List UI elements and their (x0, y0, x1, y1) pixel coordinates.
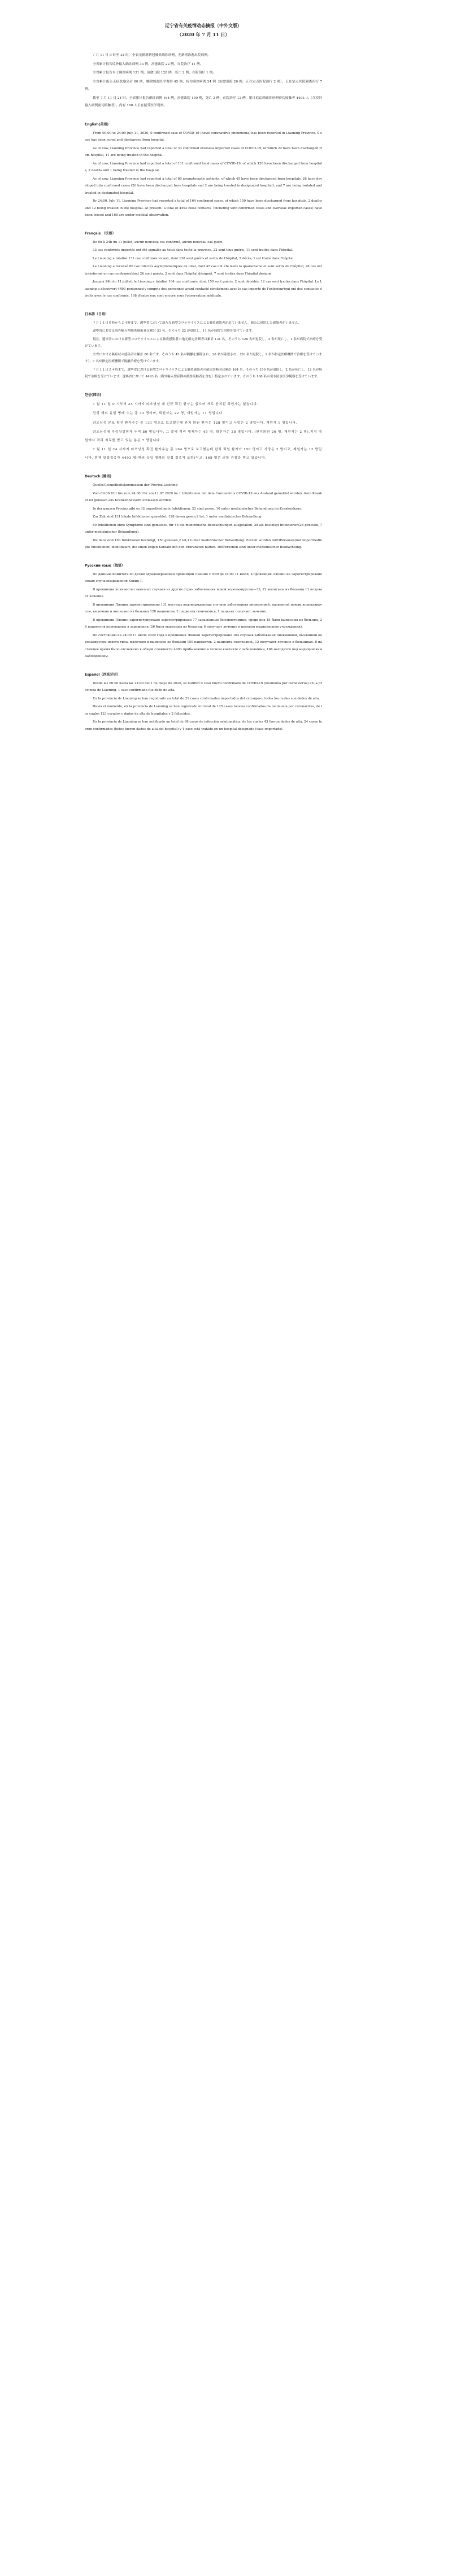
paragraph: Le Liaoning a recensé 80 cas infectés asymptomatiques au total, dont 45 cas ont été levés la quarantaine et sont sortis de l'hôpital, 28 cas ont transformé en cas confirmés(dont 26 sont guéris, 2 sont dans l'hôpital désigné), 7 sont traités dans l'hôpital désigné. (85, 265, 322, 276)
paragraph: As of now, Liaoning Province had reported a total of 33 confirmed overseas imported cases of COVID-19, of which 22 have been discharged from hospital, 11 are being treated in the hospital. (85, 146, 322, 157)
paragraph: In der ganzen Provinz gibt es 32 importbedingte Infektionen, 22 sind gesen, 10 unter medizinischer Behandlung im Krankenhaus. (93, 507, 302, 511)
paragraph: В провинции количество завозных случаев из других стран заболевания новой коронавирусом—33, 22 выписаны из больниц 11 получает лечение. (85, 588, 322, 598)
paragraph: ７月１１日２４時まで，遼寧省における新型コロナウイルスによる肺炎感染者の確定診断者は累計 164 名，そのうち 150 名が退院し，2 名が死亡し，12 名が病院で治療を受けています。遼寧省において 4493 名（海外輸入型症例の濃厚接触者を含む）特定されています。そのうち 168 名が引き続き医学観察を受けています。 (85, 368, 322, 378)
document-date: （2020 年 7 月 11 日） (177, 32, 230, 37)
section-heading: Deutsch (德语) (85, 475, 112, 478)
paragraph: 랴오닝성에 무증상감염자 누적 80 명입니다. 그 중에 격리 해제자는 45 명, 확진자는 28 명입니다. (완치퇴원 26 명, 재원자는 2 명),지정 병원에서 격리 치료를 받고 있는 분은 7 명입니다. (85, 430, 322, 442)
paragraph: 截至 7 月 11 日 24 时，全省累计报告确诊病例 164 例，治愈出院 150 例，死亡 2 例，在院治疗 12 例，累计追踪到确诊病例密切接触者 4493 人（含境外输入病例密切接触者），尚有 168 人正在接受医学观察。 (85, 96, 322, 107)
section-japanese (85, 311, 322, 381)
section-heading: Русский язык（俄语） (85, 563, 125, 568)
section-heading: English(英语) (85, 122, 109, 127)
paragraph: Bis dato sind 163 Infektionen bestätigt, 150 genesen,2 tot,11unter medizinischer Behandlung. Zurzeit wurden 4493Personen(mit importbedingte Infektionen) identifiziert, die einen engen Kontakt mit den Erkrankten hatten. 168Personen sind unter medizinischer Beobachtung. (85, 538, 322, 549)
paragraph: 33 cas confirmés importés ont été signalés au total dans toute la province, 22 sont tous guéris, 11 sont traités dans l'hôpital. (93, 249, 293, 252)
paragraph: 7 월 11 일 0 시부터 24 시까지 랴오닝성 내 신규 확진 환자는 없으며 새로 완치된 퇴원자는 없습니다. (93, 402, 258, 406)
paragraph: По состоянию на 24:00 11 июля 2020 года в провинции Ляонин зарегистрировано 164 случаев заболевания пневмонией, вызванной коронавирусом нового типа, вылечено и выписано из больниц 150 пациентов, 2 пациента скончались, 12 получают лечение в больницах. В настоящее время было отслежено в общей сложности 4493 прибывавших в тесном контакте с заболевшими, 168 находятся под медицинским наблюдением. (85, 633, 322, 658)
paragraph: En la provincia de Liaoning se han notificado un total de 68 casos de infección asintomática, de los cuales 43 fueron dados de alta, 24 casos fueron confirmados (todos fueron dados de alta del hospital) y 1 caso está tratado en un hospital designado (caso importado). (85, 720, 322, 731)
section-heading: 日本語（日语） (85, 312, 109, 316)
paragraph: En la provincia de Liaoning se han registrado un total de 21 casos confirmados importados del extranjero, todos los cuales son dados de alta. (93, 697, 320, 700)
paragraph: By 24:00, July 11, Liaoning Province had reported a total of 164 confirmed cases, of which 150 have been discharged from hospitals, 2 deaths and 12 being treated in the hospital. At present, a total of 4493 close contacts（including with confirmed cases and overseas imported cases) have been traced and 168 are under medical observation. (85, 199, 322, 217)
paragraph: 랴오닝성 본토 확진 환자수는 총 131 명으로 보고했는데 완치 퇴원 환자는 128 명이고 사망은 2 명입니다. 재원자 1 명입니다. (93, 421, 298, 425)
paragraph: Desde las 00:00 hasta las 24:00 del 1 de mayo de 2020, se notificó 0 caso nuevo confirmado de COVID-19 (neumonía por coronavirus) en la provincia de Liaoning. 1 caso confirmado fue dado de alta. (85, 681, 322, 692)
document-title: 辽宁省有关疫情动态摘报（中外文版） (165, 23, 242, 28)
paragraph: В провинции Ляонин зарегистрировано 131 местных подтвержденных случаев заболевания пневмонией, вызванной новым коронавирусом, вылечено и выписано из больниц 128 пациентов, 2 пациента скончались, 1 пациент получает лечение. (85, 603, 322, 613)
paragraph: Zur Zeit sind 131 lokale Infektionen gemeldet, 128 davon gesen,2 tot, 1 unter medizinischer Behandlung. (93, 515, 263, 519)
section-russian (85, 563, 322, 660)
paragraph: As of now, Liaoning Province had reported a total of 80 asymptomatic patients, of which 45 have been discharged from hospitals, 28 have developed into confirmed cases (26 have been discharged from hospitals and 2 are being treated in designated hospital), and 7 are being isolated and treated in designated hospital. (85, 177, 322, 195)
paragraph: ７月１１日０時から２４時まで，遼寧省において新たな新型コロナウイルスによる肺炎感染者が出ていません。新たに退院した感染者がいません。 (93, 321, 302, 325)
paragraph: 現在，遼寧省における新型コロナウイルスによる肺炎感染者の地元確定診断者は累計 131 名，そのうち 128 名が退院し，2 名が死亡し，1 名が病院で治療を受けています。 (85, 337, 322, 348)
paragraph: 全省累计报告无症状感染者 80 例，解除隔离医学观察 45 例，转为确诊病例 24 例（治愈出院 26 例，正在定点医院治疗 2 例），正在定点医院隔离治疗 7 例。 (85, 80, 322, 91)
section-korean (85, 392, 322, 463)
paragraph: 全省累计报告境外输入确诊病例 33 例，治愈出院 22 例，在院治疗 11 例。 (93, 62, 203, 66)
paragraph: Jusqu'à 24h du 11 juillet, le Liaoning a totalisé 164 cas confirmés, dont 150 sont guéris, 2 sont décédés, 12 cas sont traités dans l'hôpital. Le Liaoning a découvert 4493 personnes(y compris des personnes ayant contacté étroitement avec le cas importé de l'extérieur)qui ont des contactes étroits avec le cas confirmés, 168 d'entre eux sont encore sous l'observation médicale. (85, 280, 322, 298)
paragraph: 80 Infektionen ohne Symptome sind gemeldet, für 45 die medizinische Beobachtungen ausgefallen, 28 als bestätigt Infektionen(26 genesen, 7 unter medizinischer Behandlung). (85, 523, 322, 534)
section-french (85, 230, 322, 300)
paragraph: Le Liaoning a totalisé 131 cas confirmés locaux, dont 128 sont guéris et sortis de l'hôpital, 2 décès, 1 est traité dans l'hôpital. (93, 256, 295, 260)
paragraph: В провинции Ляонин зарегистрировано зарегистрировано 77 зараженных бессимптомных, среди них 45 были выписаны из больниц, 28 пациентов переведены в заражения,(26 были выписаны из больниц, 6 получает лечение в целевом медицинском учреждении). (85, 618, 322, 629)
paragraph: 7 월 11 일 24 시까지 랴오닝성 확진 환자수는 총 164 명으로 보고했는데 완치 퇴원 환자가 150 명이고 사망은 2 명이고, 재원자는 12 명입니다. 현재 밀접접촉자 4493 명(해외 유입 병례의 밀접 접촉자 포함)이고, 168 명은 의학 관찰을 받고 있습니다. (85, 448, 322, 460)
section-heading: Français （法语） (85, 231, 116, 236)
paragraph: 7 月 11 日 0 时至 24 时，全省无新增新冠肺炎确诊病例，无新增治愈出院病例。 (93, 54, 211, 57)
paragraph: 전성 해외 유입 병례 수는 총 33 명이며, 퇴원자는 22 명, 재원자는 11 명입니다. (93, 412, 224, 415)
paragraph: Vom 00:00 Uhr bis zum 24:00 Uhr am 11.07.2020 im 1 Infektionen mit dem Coronavirus COVID-19 aus Ausland gemeldet worden. Kein Kranker ist genesen aus Krankenhäusern entlassen worden. (85, 491, 322, 502)
paragraph: De 0h à 24h du 11 juillet, aucun nouveau cas confirmé, aucun nouveau cas guéri. (93, 240, 224, 244)
paragraph: По данным Комитета по делам здравоохранения провинции Ляонин с 0:00 до 24:00 11 июля, в провинции Ляонин не зарегистрировано новых случаевзаражения Ковид-1. (85, 572, 322, 583)
paragraph: 全省における無症状の感染者は累計 80 名です。そのうち 45 名が隔離を解除され，28 名が確認され，（26 名が退院し，2 名が指定医療機関で治療を受けています），7 名が指定医療機関で隔離治療を受けています。 (85, 353, 322, 363)
paragraph: From 00:00 to 24:00 July 11, 2020, 0 confirmed case of COVID-19 (novel coronavirus pneumonia) has been reported in Liaoning Province. 0 case has been cured and discharged from hospital. (85, 131, 322, 142)
paragraph: 遼寧省における海外輸入型肺炎感染者は累計 33 名。そのうち 22 が退院し，11 名が病院で治療を受けています。 (93, 329, 255, 333)
section-spanish (85, 672, 322, 733)
section-heading: 한글(韩语) (85, 393, 102, 397)
section-heading: Español（西班牙语） (85, 672, 120, 677)
paragraph: Hasta el momento, en la provincia de Liaoning se han registrado un total de 125 casos locales confirmados de neumonía por coronavirus, de los cuales 123 curados y dados de alta de hospitales y 2 fallecidos. (85, 705, 322, 716)
paragraph: As of now, Liaoning Province had reported a total of 131 confirmed local cases of COVID-19, of which 128 have been discharged from hospitals, 2 deaths and 1 being treated in the hospital. (85, 162, 322, 172)
paragraph: Quelle:Gesundheitskommission der Provinz Liaoning (93, 484, 178, 487)
paragraph: 全省累计报告本土确诊病例 131 例，治愈出院 128 例，死亡 2 例，在院治疗 1 例。 (93, 71, 216, 75)
section-english (85, 121, 322, 219)
section-german (85, 473, 322, 551)
section-chinese (85, 52, 322, 110)
